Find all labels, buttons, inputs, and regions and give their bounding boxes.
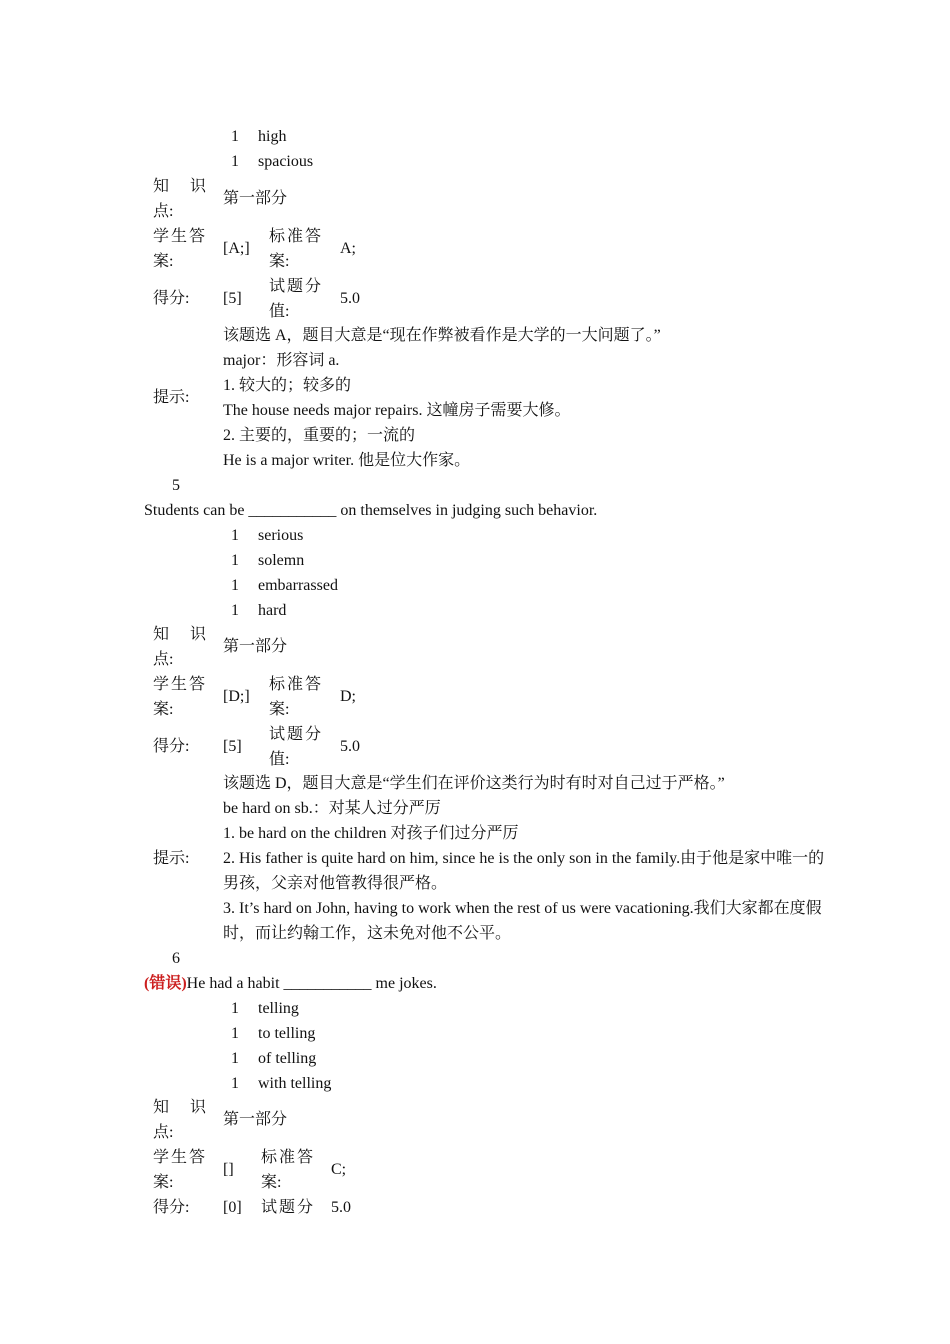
error-tag: (错误) [144, 975, 187, 992]
hint-line: He is a major writer. 他是位大作家。 [223, 452, 471, 469]
hint-line: 2. His father is quite hard on him, since he is the only son in the family.由于他是家中唯一的男孩，父亲对他管教得很严格。 [223, 850, 825, 892]
option-text: spacious [258, 153, 314, 170]
option-marker: 1 [231, 1025, 239, 1042]
knowledge-label-part: 点: [153, 1124, 174, 1141]
standard-answer-label: 案: [261, 1174, 282, 1191]
option-marker: 1 [231, 552, 239, 569]
student-answer-label: 学生答 [153, 228, 208, 245]
option-text: of telling [258, 1050, 317, 1067]
option-text: serious [258, 527, 304, 544]
value-label: 值: [269, 751, 290, 768]
score-value: [0] [223, 1199, 242, 1216]
standard-answer-label: 案: [269, 701, 290, 718]
value-value: 5.0 [340, 290, 360, 307]
knowledge-label-part: 识 [190, 178, 207, 195]
student-answer-label: 学生答 [153, 676, 208, 693]
score-label: 得分: [153, 290, 190, 307]
hint-line: 2. 主要的，重要的；一流的 [223, 427, 416, 444]
student-answer-value: [D;] [223, 688, 250, 705]
option-marker: 1 [231, 153, 239, 170]
standard-answer-label: 标准答 [261, 1149, 316, 1166]
knowledge-value: 第一部分 [223, 190, 288, 207]
question-number: 6 [172, 950, 180, 967]
hint-label: 提示: [153, 850, 190, 867]
option-marker: 1 [231, 128, 239, 145]
option-marker: 1 [231, 602, 239, 619]
standard-answer-label: 标准答 [269, 676, 324, 693]
value-value: 5.0 [331, 1199, 351, 1216]
option-text: hard [258, 602, 287, 619]
option-text: solemn [258, 552, 305, 569]
option-text: to telling [258, 1025, 316, 1042]
option-marker: 1 [231, 577, 239, 594]
hint-line: 该题选 D，题目大意是“学生们在评价这类行为时有时对自己过于严格。” [223, 775, 725, 792]
knowledge-label-part: 点: [153, 203, 174, 220]
hint-line: 1. be hard on the children 对孩子们过分严厉 [223, 825, 519, 842]
student-answer-label: 案: [153, 1174, 174, 1191]
knowledge-label-part: 知 [153, 1099, 170, 1116]
hint-text [223, 771, 828, 946]
knowledge-value: 第一部分 [223, 1111, 288, 1128]
score-value: [5] [223, 738, 242, 755]
value-label: 值: [269, 303, 290, 320]
standard-answer-value: A; [340, 240, 356, 257]
standard-answer-value: C; [331, 1161, 347, 1178]
option-marker: 1 [231, 1050, 239, 1067]
option-text: embarrassed [258, 577, 338, 594]
question-number: 5 [172, 477, 180, 494]
option-marker: 1 [231, 527, 239, 544]
standard-answer-label: 案: [269, 253, 290, 270]
score-label: 得分: [153, 1199, 190, 1216]
option-marker: 1 [231, 1075, 239, 1092]
knowledge-value: 第一部分 [223, 638, 288, 655]
hint-line: be hard on sb.：对某人过分严厉 [223, 800, 441, 817]
value-label: 试题分 [269, 726, 324, 743]
student-answer-label: 案: [153, 701, 174, 718]
option-text: high [258, 128, 287, 145]
standard-answer-label: 标准答 [269, 228, 324, 245]
student-answer-label: 案: [153, 253, 174, 270]
question-text: He had a habit ___________ me jokes. [186, 975, 437, 992]
option-text: with telling [258, 1075, 332, 1092]
student-answer-value: [A;] [223, 240, 250, 257]
hint-label: 提示: [153, 389, 190, 406]
hint-line: major：形容词 a. [223, 352, 340, 369]
option-text: telling [258, 1000, 299, 1017]
knowledge-label-part: 识 [190, 626, 207, 643]
value-label: 试题分 [269, 278, 324, 295]
value-value: 5.0 [340, 738, 360, 755]
value-label: 试题分 [261, 1199, 316, 1216]
question-line [144, 971, 437, 996]
hint-line: 3. It’s hard on John, having to work when the rest of us were vacationing.我们大家都在度假时，而让约翰工作，这未免对他不公平。 [223, 900, 822, 942]
score-value: [5] [223, 290, 242, 307]
knowledge-label-part: 知 [153, 178, 170, 195]
student-answer-label: 学生答 [153, 1149, 208, 1166]
knowledge-label-part: 点: [153, 651, 174, 668]
knowledge-label-part: 识 [190, 1099, 207, 1116]
hint-text [223, 323, 828, 473]
knowledge-label-part: 知 [153, 626, 170, 643]
hint-line: The house needs major repairs. 这幢房子需要大修。 [223, 402, 571, 419]
standard-answer-value: D; [340, 688, 356, 705]
student-answer-value: [] [223, 1161, 234, 1178]
hint-line: 该题选 A，题目大意是“现在作弊被看作是大学的一大问题了。” [223, 327, 661, 344]
option-marker: 1 [231, 1000, 239, 1017]
score-label: 得分: [153, 738, 190, 755]
question-text: Students can be ___________ on themselves in judging such behavior. [144, 502, 598, 519]
hint-line: 1. 较大的；较多的 [223, 377, 352, 394]
